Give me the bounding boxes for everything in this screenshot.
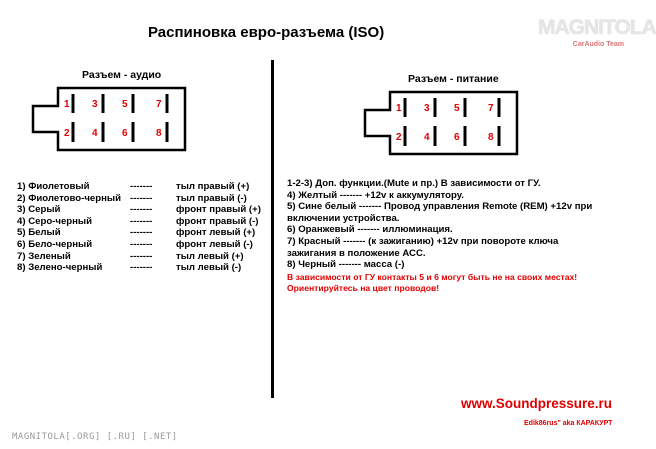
audio-pin-2: 2 bbox=[64, 128, 70, 139]
audio-connector-outline bbox=[33, 88, 185, 150]
list-item: зажигания в положение АСС. bbox=[287, 247, 426, 259]
site-link[interactable]: www.Soundpressure.ru bbox=[461, 396, 613, 411]
list-item: 6) Оранжевый ------- иллюминация. bbox=[287, 224, 453, 236]
list-item: 5) Сине белый ------- Провод управления Remote (REM) +12v при bbox=[287, 201, 593, 213]
audio-pin-6: 6 bbox=[122, 128, 128, 139]
audio-pin-3: 3 bbox=[92, 99, 98, 110]
logo-brand: MAGNITOLA bbox=[538, 16, 656, 39]
audio-connector-diagram bbox=[30, 86, 190, 156]
list-item: 2) Фиолетово-черный ------- тыл правый (-) bbox=[17, 192, 247, 204]
list-item: 1-2-3) Доп. функции.(Mute и пр.) В зависимости от ГУ. bbox=[287, 178, 541, 189]
audio-connector-heading: Разъем - аудио bbox=[82, 69, 162, 81]
logo-subtitle: CarAudio Team bbox=[572, 41, 624, 48]
power-connector-heading: Разъем - питание bbox=[408, 73, 499, 85]
power-pin-7: 7 bbox=[488, 103, 494, 114]
power-connector-outline bbox=[365, 92, 517, 154]
list-item: включении устройства. bbox=[287, 212, 400, 224]
audio-pin-7: 7 bbox=[156, 99, 162, 110]
list-item: 5) Белый ------- фронт левый (+) bbox=[17, 227, 256, 239]
list-item: 7) Зеленый ------- тыл левый (+) bbox=[17, 250, 244, 262]
power-pin-4: 4 bbox=[424, 132, 430, 143]
list-item: 4) Желтый ------- +12v к аккумулятору. bbox=[287, 189, 464, 201]
power-pin-6: 6 bbox=[454, 132, 460, 143]
page-title: Распиновка евро-разъема (ISO) bbox=[148, 24, 385, 41]
audio-pin-8: 8 bbox=[156, 128, 162, 139]
center-divider bbox=[271, 60, 274, 398]
watermark: MAGNITOLA[.ORG] [.RU] [.NET] bbox=[12, 432, 178, 442]
power-pin-8: 8 bbox=[488, 132, 494, 143]
power-connector-diagram bbox=[362, 90, 522, 160]
audio-pin-1: 1 bbox=[64, 99, 70, 110]
list-item: 8) Зелено-черный ------- тыл левый (-) bbox=[17, 262, 242, 274]
list-item: 1) Фиолетовый ------- тыл правый (+) bbox=[17, 181, 250, 192]
power-pin-2: 2 bbox=[396, 132, 402, 143]
author-credit: Edik86rus" aka КАРАКУРТ bbox=[524, 420, 613, 427]
audio-pin-4: 4 bbox=[92, 128, 98, 139]
warning-line: Ориентируйтесь на цвет проводов! bbox=[287, 283, 440, 293]
power-pin-3: 3 bbox=[424, 103, 430, 114]
list-item: 3) Серый ------- фронт правый (+) bbox=[17, 204, 261, 216]
list-item: 8) Черный ------- масса (-) bbox=[287, 259, 405, 271]
power-pin-1: 1 bbox=[396, 103, 402, 114]
audio-pin-5: 5 bbox=[122, 99, 128, 110]
power-wire-list bbox=[287, 178, 592, 271]
magnitola-logo bbox=[538, 16, 656, 52]
list-item: 4) Серо-черный ------- фронт правый (-) bbox=[17, 215, 259, 227]
warning-line: В зависимости от ГУ контакты 5 и 6 могут быть не на своих местах! bbox=[287, 272, 578, 282]
list-item: 7) Красный ------- (к зажиганию) +12v при повороте ключа bbox=[287, 235, 559, 247]
warning-note bbox=[287, 272, 577, 294]
power-pin-5: 5 bbox=[454, 103, 460, 114]
list-item: 6) Бело-черный ------- фронт левый (-) bbox=[17, 238, 253, 250]
audio-wire-list bbox=[17, 181, 261, 274]
